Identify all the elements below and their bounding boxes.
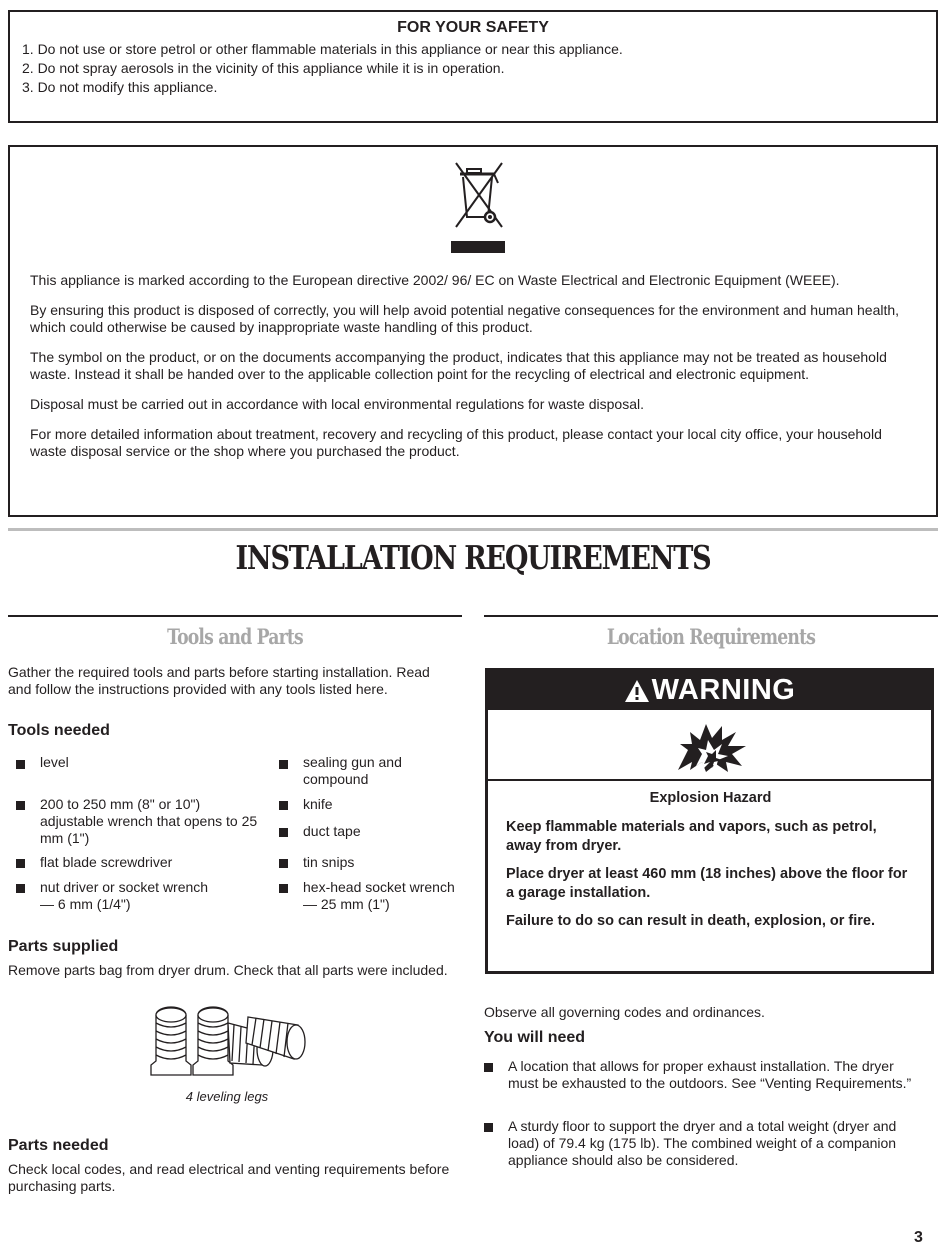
safety-list [22,40,924,97]
hazard-line: Keep flammable materials and vapors, such as petrol, away from dryer. [506,819,877,854]
tool-item: tin snips [303,854,355,870]
weee-text [30,272,912,473]
parts-needed-text: Check local codes, and read electrical and venting requirements before purchasing parts. [8,1161,450,1194]
weee-paragraph: By ensuring this product is disposed of correctly, you will help avoid potential negative consequences for the environment and human health, which could otherwise be caused by inappropriate waste handling of this product. [30,302,900,335]
tools-intro: Gather the required tools and parts before starting installation. Read and follow the instructions provided with any tools listed here. [8,664,430,697]
tool-item: hex-head socket wrench — 25 mm (1") [303,879,455,912]
tool-item: nut driver or socket wrench — 6 mm (1/4") [40,879,209,912]
weee-box [8,145,938,517]
safety-title: FOR YOUR SAFETY [397,19,549,36]
bullet-icon [279,801,288,810]
bullet-icon [279,884,288,893]
tools-needed-title: Tools needed [8,722,110,739]
bullet-icon [16,801,25,810]
parts-supplied-title: Parts supplied [8,938,119,955]
warning-banner [488,671,931,710]
bullet-icon [484,1063,493,1072]
column-rule [484,615,938,617]
page-title: INSTALLATION REQUIREMENTS [235,538,711,577]
page-number: 3 [914,1229,923,1246]
tool-item: 200 to 250 mm (8" or 10") adjustable wrench that opens to 25 mm (1") [40,796,258,846]
safety-item: 2. Do not spray aerosols in the vicinity of this appliance while it is in operation. [22,60,505,76]
warning-box [485,668,934,974]
tools-parts-heading: Tools and Parts [167,624,303,649]
tool-item: sealing gun and compound [303,754,402,787]
safety-item: 1. Do not use or store petrol or other flammable materials in this appliance or near this appliance. [22,41,623,57]
warning-text [506,789,915,940]
bullet-icon [279,859,288,868]
tool-item: duct tape [303,823,361,839]
tool-item: flat blade screwdriver [40,854,173,870]
parts-supplied-text: Remove parts bag from dryer drum. Check that all parts were included. [8,962,448,978]
need-item: A location that allows for proper exhaust installation. The dryer must be exhausted to the outdoors. See “Venting Requirements.” [508,1058,912,1091]
parts-needed-title: Parts needed [8,1137,109,1154]
hazard-line: Failure to do so can result in death, explosion, or fire. [506,913,876,929]
weee-paragraph: This appliance is marked according to the European directive 2002/ 96/ EC on Waste Electrical and Electronic Equipment (WEEE). [30,272,840,288]
bullet-icon [279,760,288,769]
location-heading: Location Requirements [606,624,816,649]
observe-text: Observe all governing codes and ordinances. [484,1004,765,1020]
need-item: A sturdy floor to support the dryer and a total weight (dryer and load) of 79.4 kg (175 lb). The combined weight of a companion appliance should also be considered. [508,1118,897,1168]
you-will-need-title: You will need [484,1029,586,1046]
crossed-out-wheelie-bin-icon [450,161,506,257]
column-rule [8,615,462,617]
bullet-icon [16,884,25,893]
leveling-leg-image [193,1007,233,1075]
tool-item: knife [303,796,333,812]
leveling-legs-illustration [148,1003,310,1079]
weee-paragraph: The symbol on the product, or on the documents accompanying the product, indicates that this appliance may not be treated as household waste. Instead it shall be handed over to the applicable collection point for the recycling of electrical and electronic equipment. [30,349,887,382]
bullet-icon [484,1123,493,1132]
safety-item: 3. Do not modify this appliance. [22,79,218,95]
explosion-icon [676,722,748,772]
hazard-line: Place dryer at least 460 mm (18 inches) above the floor for a garage installation. [506,866,908,901]
warning-icon-area [488,710,931,781]
weee-paragraph: For more detailed information about treatment, recovery and recycling of this product, please contact your local city office, your household waste disposal service or the shop where you purchased the product. [30,426,882,459]
section-divider [8,528,938,531]
leveling-leg-image [151,1007,191,1075]
tool-item: level [40,754,69,770]
hazard-title: Explosion Hazard [649,790,772,806]
bullet-icon [16,859,25,868]
warning-triangle-icon [624,679,650,703]
bullet-icon [16,760,25,769]
bullet-icon [279,828,288,837]
legs-caption: 4 leveling legs [185,1089,269,1104]
safety-box [8,10,938,123]
weee-paragraph: Disposal must be carried out in accordance with local environmental regulations for waste disposal. [30,396,644,412]
warning-label: WARNING [651,674,796,706]
